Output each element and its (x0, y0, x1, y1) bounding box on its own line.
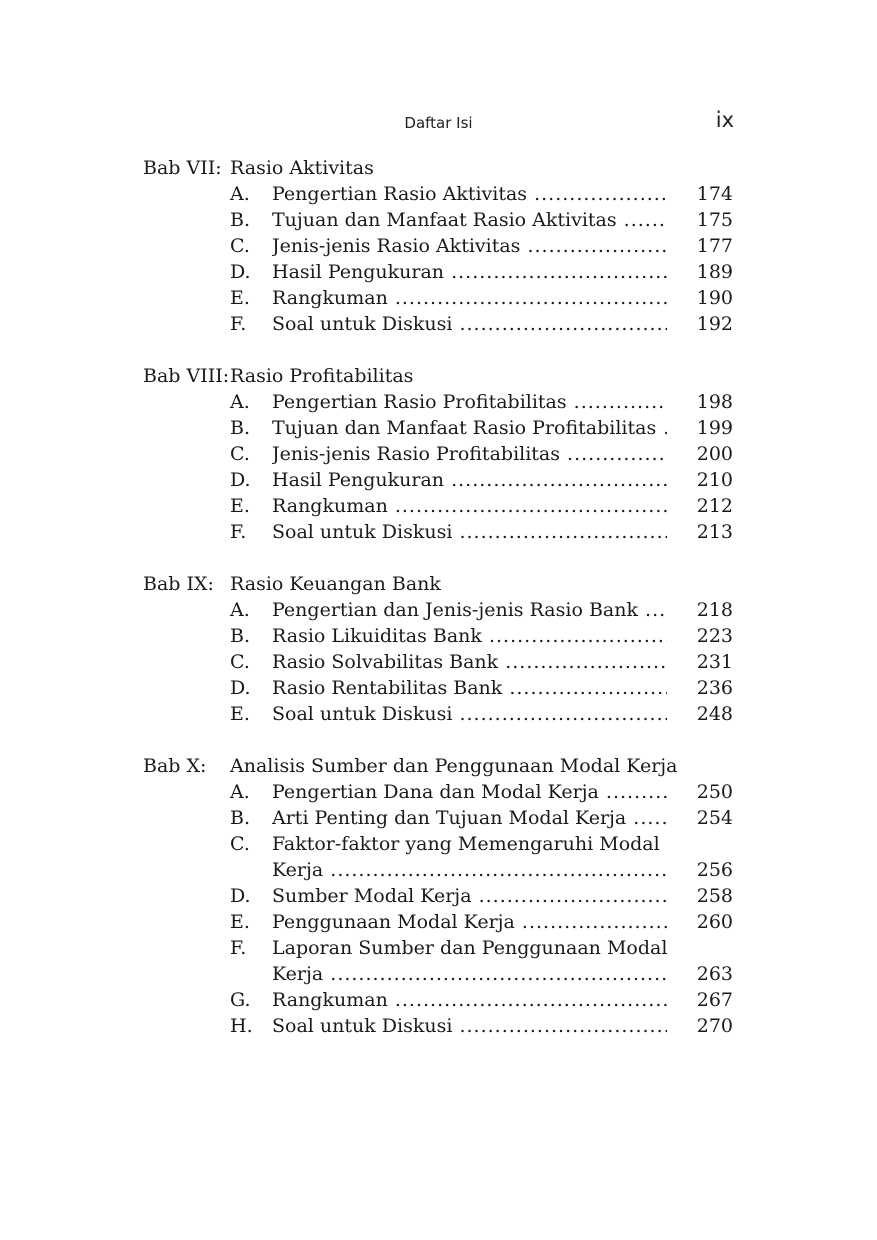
toc-entry[interactable] (143, 207, 737, 233)
toc-entry-continuation[interactable] (143, 961, 737, 987)
entry-page-number: 254 (696, 807, 733, 829)
entry-letter: B. (230, 807, 251, 829)
toc-chapter (143, 753, 737, 1039)
toc-entry[interactable] (143, 285, 737, 311)
toc-entry[interactable] (143, 389, 737, 415)
toc-chapter (143, 363, 737, 545)
entry-letter: D. (230, 261, 251, 283)
entry-letter: F. (230, 521, 247, 543)
toc-entry[interactable] (143, 805, 737, 831)
entry-page-number: 175 (696, 209, 733, 231)
entry-title[interactable]: Hasil Pengukuran ..... (272, 259, 667, 285)
entry-title[interactable]: Jenis-jenis Rasio Aktivitas ..... (272, 233, 667, 259)
entry-page-number: 231 (696, 651, 733, 673)
chapter-label: Bab IX: (143, 573, 214, 595)
entry-page-number: 236 (696, 677, 733, 699)
entry-page-number: 189 (696, 261, 733, 283)
entry-letter: F. (230, 937, 247, 959)
entry-title[interactable]: Pengertian Rasio Profitabilitas ..... (272, 389, 667, 415)
chapter-heading (143, 571, 737, 597)
toc-entry[interactable] (143, 233, 737, 259)
toc-entry[interactable] (143, 493, 737, 519)
toc-entry[interactable] (143, 649, 737, 675)
entry-title[interactable]: Tujuan dan Manfaat Rasio Aktivitas ..... (272, 207, 667, 233)
entry-page-number: 199 (696, 417, 733, 439)
toc-entry[interactable] (143, 415, 737, 441)
entry-title[interactable]: Penggunaan Modal Kerja ..... (272, 909, 667, 935)
toc-entry[interactable] (143, 441, 737, 467)
entry-letter: H. (230, 1015, 253, 1037)
entry-page-number: 177 (696, 235, 733, 257)
entry-letter: G. (230, 989, 251, 1011)
entry-title[interactable]: Faktor-faktor yang Memengaruhi Modal (272, 833, 660, 855)
toc-entry[interactable] (143, 311, 737, 337)
entry-page-number: 198 (696, 391, 733, 413)
entry-title[interactable]: Soal untuk Diskusi ..... (272, 519, 667, 545)
entry-letter: B. (230, 209, 251, 231)
entry-title[interactable]: Sumber Modal Kerja ..... (272, 883, 667, 909)
entry-title[interactable]: Soal untuk Diskusi ..... (272, 311, 667, 337)
entry-page-number: 213 (696, 521, 733, 543)
entry-page-number: 212 (696, 495, 733, 517)
entry-page-number: 267 (696, 989, 733, 1011)
entry-title[interactable]: Soal untuk Diskusi ..... (272, 1013, 667, 1039)
entry-page-number: 270 (696, 1015, 733, 1037)
entry-letter: A. (230, 183, 250, 205)
entry-letter: C. (230, 235, 250, 257)
chapter-label: Bab VII: (143, 157, 222, 179)
entry-title[interactable]: Soal untuk Diskusi ..... (272, 701, 667, 727)
entry-letter: B. (230, 625, 251, 647)
entry-title[interactable]: Pengertian dan Jenis-jenis Rasio Bank ..... (272, 597, 667, 623)
entry-page-number: 256 (696, 859, 733, 881)
toc-chapter (143, 571, 737, 727)
entry-letter: E. (230, 911, 250, 933)
entry-page-number: 174 (696, 183, 733, 205)
toc-chapter (143, 155, 737, 337)
entry-page-number: 248 (696, 703, 733, 725)
running-header (0, 108, 877, 138)
entry-title[interactable]: Rangkuman ..... (272, 285, 667, 311)
entry-letter: C. (230, 833, 250, 855)
toc-entry[interactable] (143, 1013, 737, 1039)
entry-letter: D. (230, 677, 251, 699)
toc-entry[interactable] (143, 675, 737, 701)
entry-letter: E. (230, 703, 250, 725)
toc-entry[interactable] (143, 519, 737, 545)
table-of-contents (143, 155, 737, 1065)
entry-page-number: 258 (696, 885, 733, 907)
entry-title[interactable]: Hasil Pengukuran ..... (272, 467, 667, 493)
entry-letter: B. (230, 417, 251, 439)
entry-letter: A. (230, 781, 250, 803)
entry-title[interactable]: Rasio Likuiditas Bank ..... (272, 623, 667, 649)
running-header-title: Daftar Isi (404, 114, 473, 132)
chapter-title: Rasio Profitabilitas (230, 365, 414, 387)
entry-letter: E. (230, 287, 250, 309)
toc-entry[interactable] (143, 467, 737, 493)
toc-entry[interactable] (143, 597, 737, 623)
entry-page-number: 190 (696, 287, 733, 309)
entry-title[interactable]: Arti Penting dan Tujuan Modal Kerja ..... (272, 805, 667, 831)
entry-title-continued[interactable]: Kerja ..... (272, 961, 667, 987)
chapter-heading (143, 363, 737, 389)
entry-page-number: 263 (696, 963, 733, 985)
toc-entry[interactable] (143, 181, 737, 207)
chapter-title: Rasio Aktivitas (230, 157, 374, 179)
entry-letter: C. (230, 651, 250, 673)
page-number: ix (715, 108, 734, 132)
entry-page-number: 260 (696, 911, 733, 933)
entry-page-number: 223 (696, 625, 733, 647)
entry-letter: A. (230, 599, 250, 621)
entry-letter: C. (230, 443, 250, 465)
toc-entry[interactable] (143, 259, 737, 285)
toc-entry[interactable] (143, 701, 737, 727)
toc-entry[interactable] (143, 831, 737, 857)
entry-letter: D. (230, 469, 251, 491)
entry-title-continued[interactable]: Kerja ..... (272, 857, 667, 883)
entry-page-number: 250 (696, 781, 733, 803)
chapter-label: Bab X: (143, 755, 207, 777)
entry-page-number: 192 (696, 313, 733, 335)
chapter-label: Bab VIII: (143, 365, 230, 387)
entry-letter: E. (230, 495, 250, 517)
entry-title[interactable]: Pengertian Rasio Aktivitas ..... (272, 181, 667, 207)
entry-title[interactable]: Tujuan dan Manfaat Rasio Profitabilitas ..... (272, 415, 667, 441)
entry-letter: A. (230, 391, 250, 413)
toc-entry-continuation[interactable] (143, 857, 737, 883)
entry-page-number: 200 (696, 443, 733, 465)
entry-title[interactable]: Rasio Rentabilitas Bank ..... (272, 675, 667, 701)
entry-title[interactable]: Rangkuman ..... (272, 987, 667, 1013)
toc-entry[interactable] (143, 909, 737, 935)
entry-title[interactable]: Jenis-jenis Rasio Profitabilitas ..... (272, 441, 667, 467)
toc-entry[interactable] (143, 935, 737, 961)
entry-title[interactable]: Laporan Sumber dan Penggunaan Modal (272, 937, 667, 959)
chapter-title: Analisis Sumber dan Penggunaan Modal Kerja (230, 755, 678, 777)
chapter-title: Rasio Keuangan Bank (230, 573, 441, 595)
entry-letter: D. (230, 885, 251, 907)
chapter-heading (143, 753, 737, 779)
entry-title[interactable]: Rasio Solvabilitas Bank ..... (272, 649, 667, 675)
entry-title[interactable]: Rangkuman ..... (272, 493, 667, 519)
toc-entry[interactable] (143, 987, 737, 1013)
entry-page-number: 210 (696, 469, 733, 491)
toc-entry[interactable] (143, 883, 737, 909)
toc-entry[interactable] (143, 623, 737, 649)
entry-letter: F. (230, 313, 247, 335)
entry-page-number: 218 (696, 599, 733, 621)
entry-title[interactable]: Pengertian Dana dan Modal Kerja ..... (272, 779, 667, 805)
chapter-heading (143, 155, 737, 181)
toc-entry[interactable] (143, 779, 737, 805)
